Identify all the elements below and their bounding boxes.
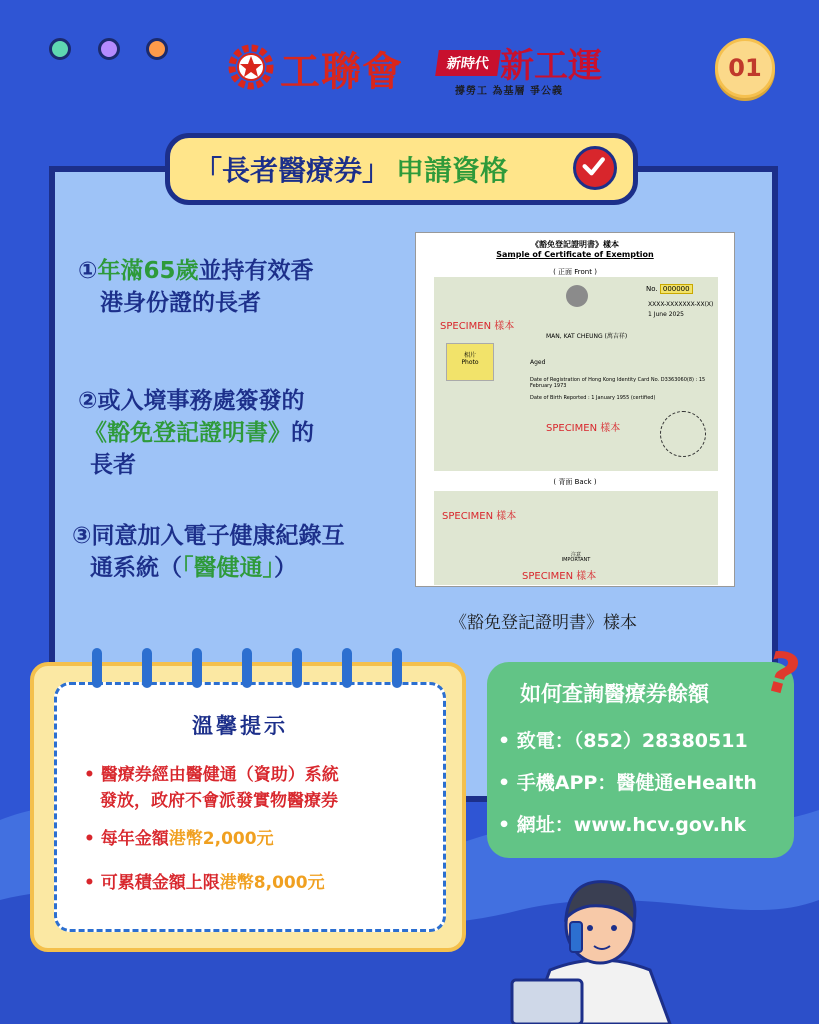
tips-title: 溫馨提示	[192, 714, 288, 738]
certificate-back: SPECIMEN 樣本 注意 IMPORTANT SPECIMEN 樣本	[434, 491, 718, 585]
photo-box: 相片 Photo	[446, 343, 494, 381]
page-number-badge: 01	[715, 38, 775, 98]
tag-title: 新工運	[500, 46, 602, 86]
tip-item-2: • 每年金額港幣2,000元	[84, 829, 274, 849]
dot-green	[49, 38, 71, 60]
query-phone: • 致電：（852）28380511	[498, 730, 748, 752]
dot-orange	[146, 38, 168, 60]
tag-small: 新時代	[435, 50, 501, 76]
question-mark-icon: ?	[758, 638, 807, 711]
notepad-ring	[392, 648, 402, 688]
emblem-icon	[566, 285, 588, 307]
query-app: • 手機APP：醫健通eHealth	[498, 772, 757, 794]
tag-slogan: 撐勞工 為基層 爭公義	[455, 86, 563, 97]
tip-item-1: • 醫療券經由醫健通（資助）系統 發放，政府不會派發實物醫療券	[84, 765, 339, 811]
query-website[interactable]: • 網址：www.hcv.gov.hk	[498, 814, 747, 836]
query-title: 如何查詢醫療券餘額	[520, 682, 709, 706]
seal-stamp	[660, 411, 706, 457]
person-on-phone-illustration	[510, 870, 690, 1024]
certificate-caption: 《豁免登記證明書》樣本	[450, 613, 637, 633]
gear-star-logo-icon	[228, 44, 274, 90]
dot-purple	[98, 38, 120, 60]
certificate-sample: 《豁免登記證明書》樣本 Sample of Certificate of Exemption ( 正面 Front ) No. 000000 XXXX-XXXXXXX-XX(X) 1 June 2025 SPECIMEN 樣本 MAN, KAT CHEUNG (萬吉祥) 相片 Photo Aged Date of Registration of Hong Kong Identity Card No. D3363060(8) : 15 February 1973 Date of Birth Reported : 1 January 1955 (certified) SPECIMEN 樣本 ( 背面 Back ) SPECIMEN 樣本 注意 IMPORTANT SPECIMEN 樣本	[415, 232, 735, 587]
tip-item-3: • 可累積金額上限港幣8,000元	[84, 873, 325, 893]
title-part1: 「長者醫療券」	[194, 154, 391, 187]
notepad-ring	[342, 648, 352, 688]
notepad-ring	[142, 648, 152, 688]
notepad-ring	[292, 648, 302, 688]
requirement-2: ②或入境事務處簽發的 《豁免登記證明書》的 長者	[78, 388, 314, 478]
certificate-front: No. 000000 XXXX-XXXXXXX-XX(X) 1 June 2025 SPECIMEN 樣本 MAN, KAT CHEUNG (萬吉祥) 相片 Photo Aged Date of Registration of Hong Kong Identity Card No. D3363060(8) : 15 February 1973 Date of Birth Reported : 1 January 1955 (certified) SPECIMEN 樣本	[434, 277, 718, 471]
title-pill	[165, 133, 638, 205]
requirement-3: ③同意加入電子健康紀錄互 通系統（「醫健通」）	[72, 523, 345, 581]
brand-name: 工聯會	[280, 48, 403, 95]
notepad-ring	[192, 648, 202, 688]
check-icon	[573, 146, 617, 190]
requirement-1: ①年滿65歲並持有效香 港身份證的長者	[78, 258, 314, 316]
title-part2: 申請資格	[396, 154, 509, 187]
notepad-ring	[92, 648, 102, 688]
notepad-ring	[242, 648, 252, 688]
